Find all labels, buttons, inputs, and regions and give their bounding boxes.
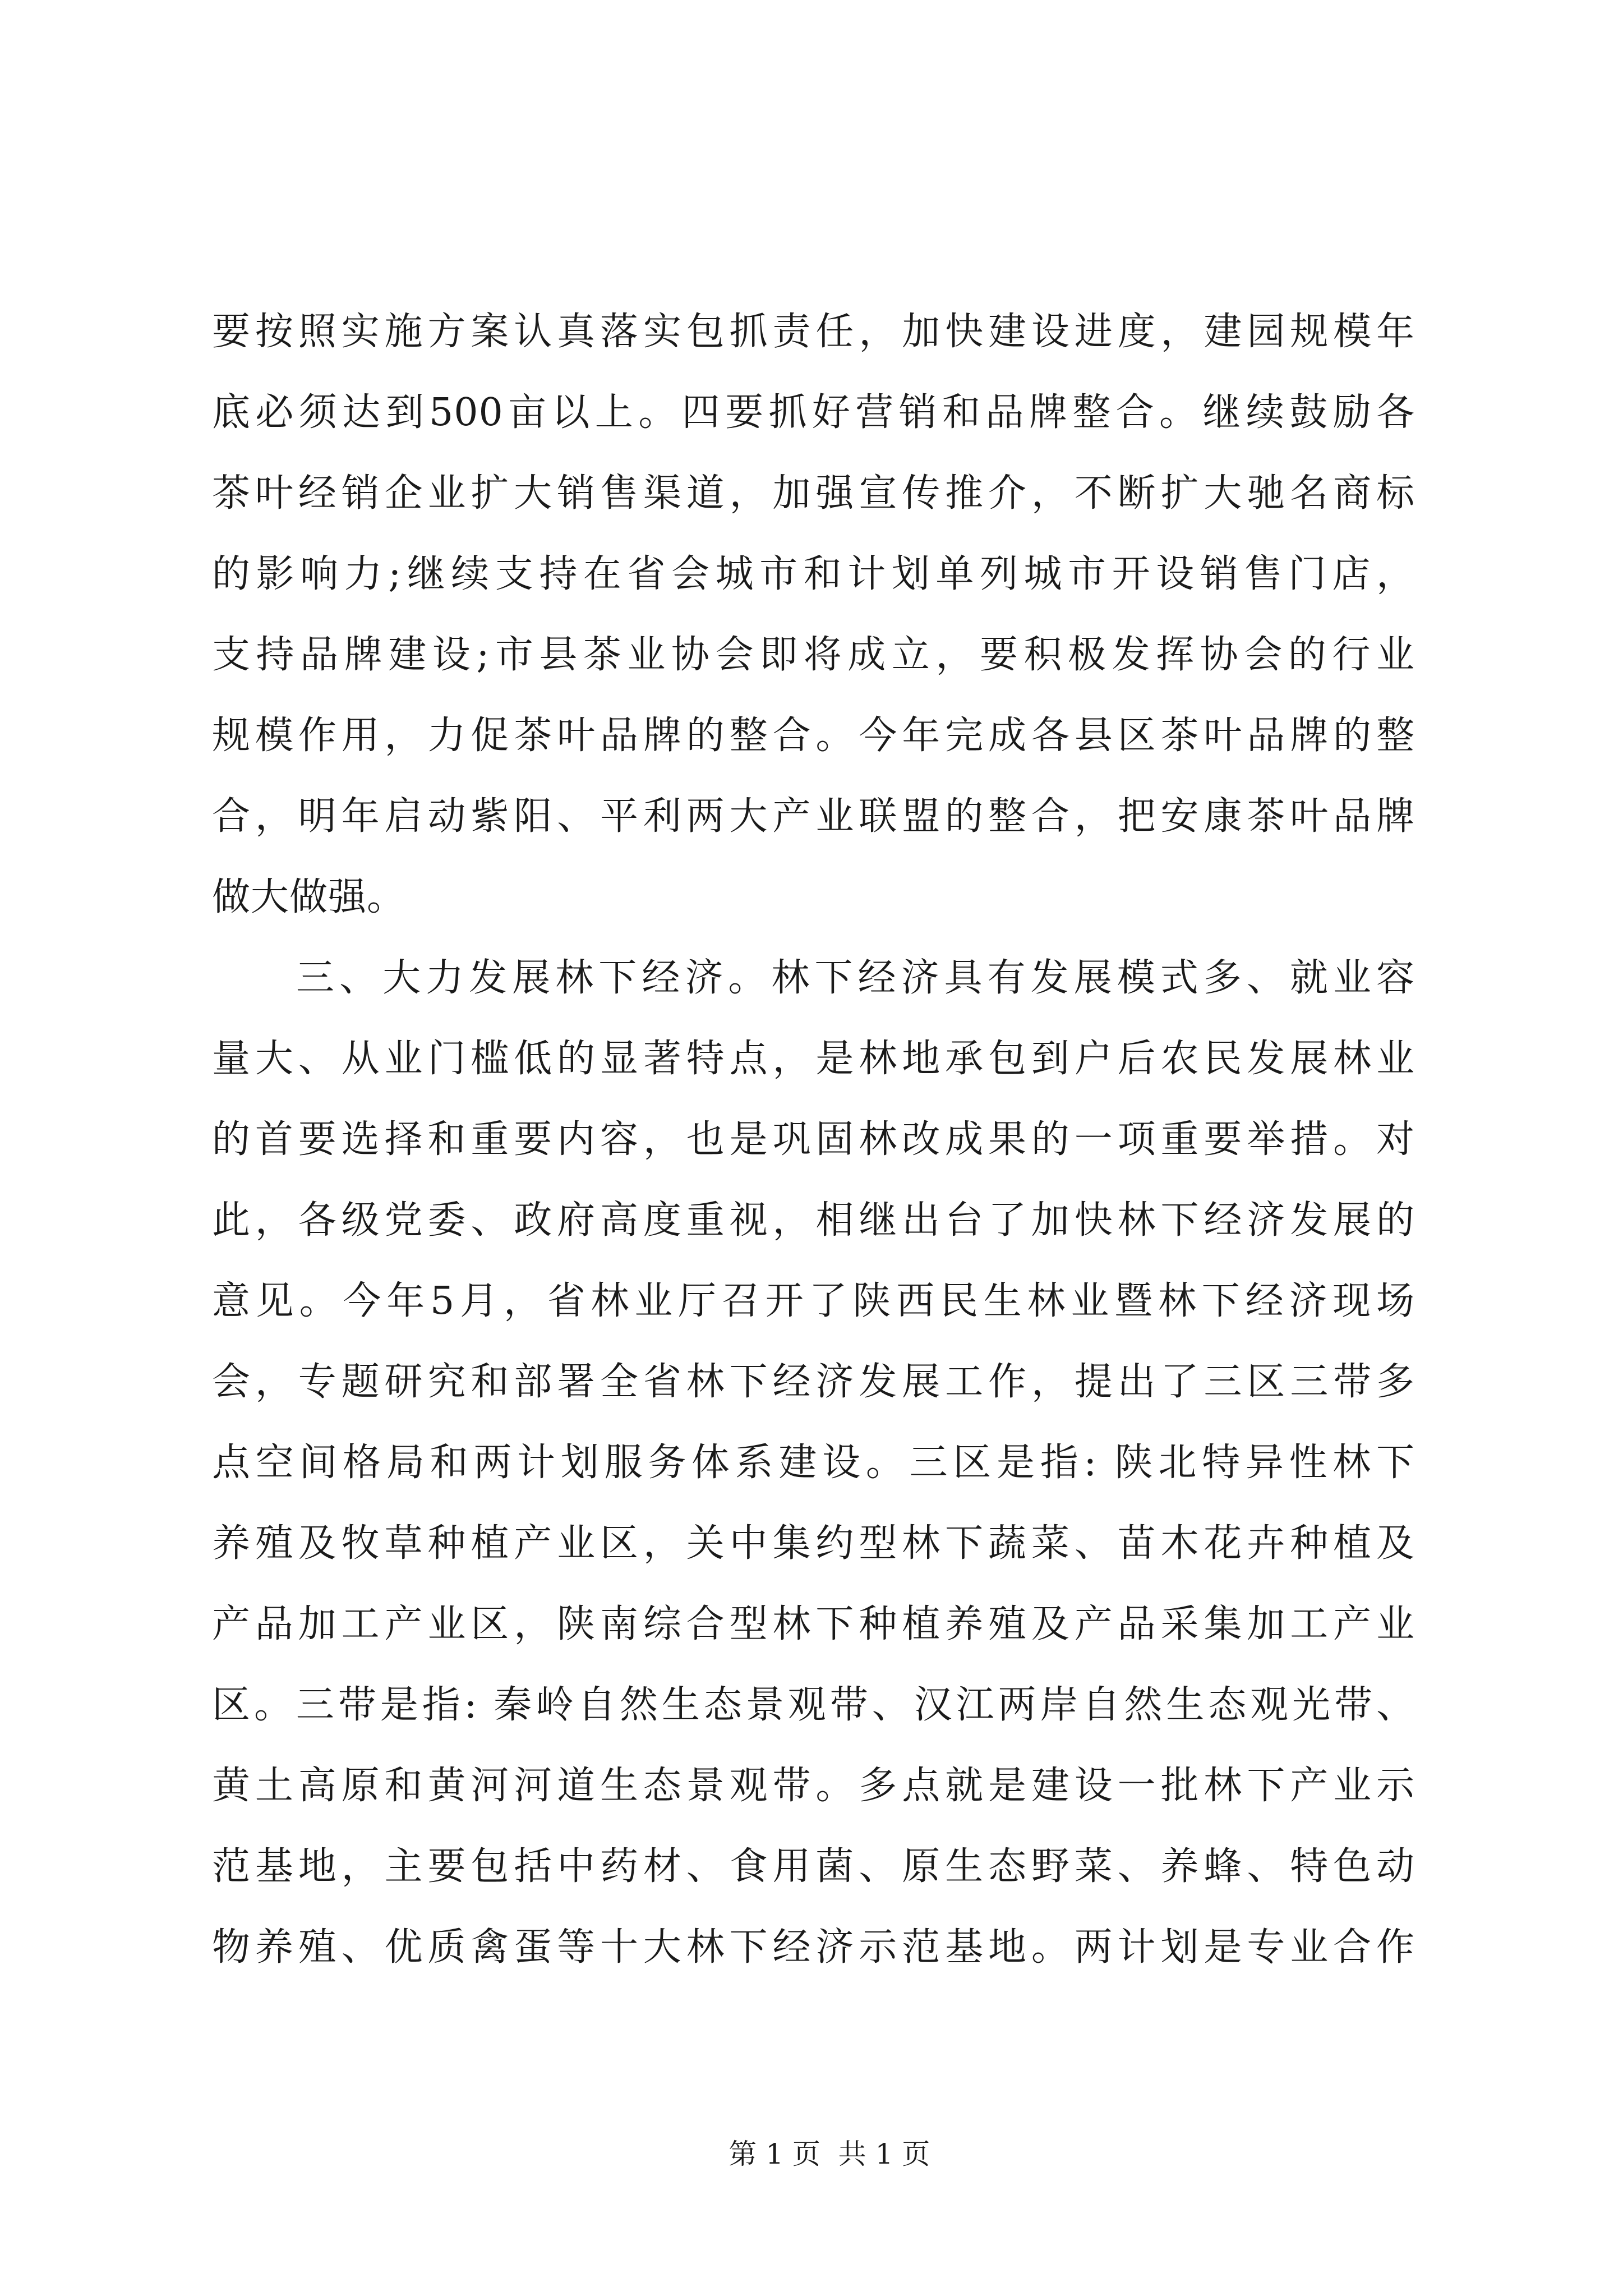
text-line: 规模作用，力促茶叶品牌的整合。今年完成各县区茶叶品牌的整: [212, 714, 1415, 758]
document-body: [212, 292, 1415, 1988]
text-line: 区。三带是指: 秦岭自然生态景观带、汉江两岸自然生态观光带、: [212, 1683, 1415, 1727]
page-number-label: 第 1 页 共 1 页: [728, 2138, 930, 2170]
text-line: 产品加工产业区，陕南综合型林下种植养殖及产品采集加工产业: [212, 1602, 1415, 1646]
text-line: 点空间格局和两计划服务体系建设。三区是指: 陕北特异性林下: [212, 1441, 1415, 1485]
text-line: 意见。今年5月，省林业厅召开了陕西民生林业暨林下经济现场: [212, 1279, 1415, 1323]
text-line: 范基地，主要包括中药材、食用菌、原生态野菜、养蜂、特色动: [212, 1844, 1415, 1889]
text-line: 茶叶经销企业扩大销售渠道，加强宣传推介，不断扩大驰名商标: [212, 471, 1415, 516]
page-footer: [0, 2095, 1623, 2213]
text-line: 支持品牌建设;市县茶业协会即将成立，要积极发挥协会的行业: [212, 633, 1415, 677]
text-line: 此，各级党委、政府高度重视，相继出台了加快林下经济发展的: [212, 1198, 1415, 1243]
text-line: 要按照实施方案认真落实包抓责任，加快建设进度，建园规模年: [212, 310, 1415, 354]
text-line: 量大、从业门槛低的显著特点，是林地承包到户后农民发展林业: [212, 1037, 1415, 1081]
text-line: 的首要选择和重要内容，也是巩固林改成果的一项重要举措。对: [212, 1117, 1415, 1162]
text-line: 做大做强。: [212, 875, 406, 919]
text-line: 物养殖、优质禽蛋等十大林下经济示范基地。两计划是专业合作: [212, 1925, 1415, 1970]
text-line: 合，明年启动紫阳、平利两大产业联盟的整合，把安康茶叶品牌: [212, 794, 1415, 839]
text-line: 黄土高原和黄河河道生态景观带。多点就是建设一批林下产业示: [212, 1764, 1415, 1808]
text-line: 的影响力;继续支持在省会城市和计划单列城市开设销售门店，: [212, 552, 1415, 596]
text-line: 养殖及牧草种植产业区，关中集约型林下蔬菜、苗木花卉种植及: [212, 1521, 1415, 1566]
text-line: 会，专题研究和部署全省林下经济发展工作，提出了三区三带多: [212, 1360, 1415, 1404]
paragraph-start-line: 三、大力发展林下经济。林下经济具有发展模式多、就业容: [296, 956, 1415, 1000]
text-line: 底必须达到500亩以上。四要抓好营销和品牌整合。继续鼓励各: [212, 390, 1415, 435]
